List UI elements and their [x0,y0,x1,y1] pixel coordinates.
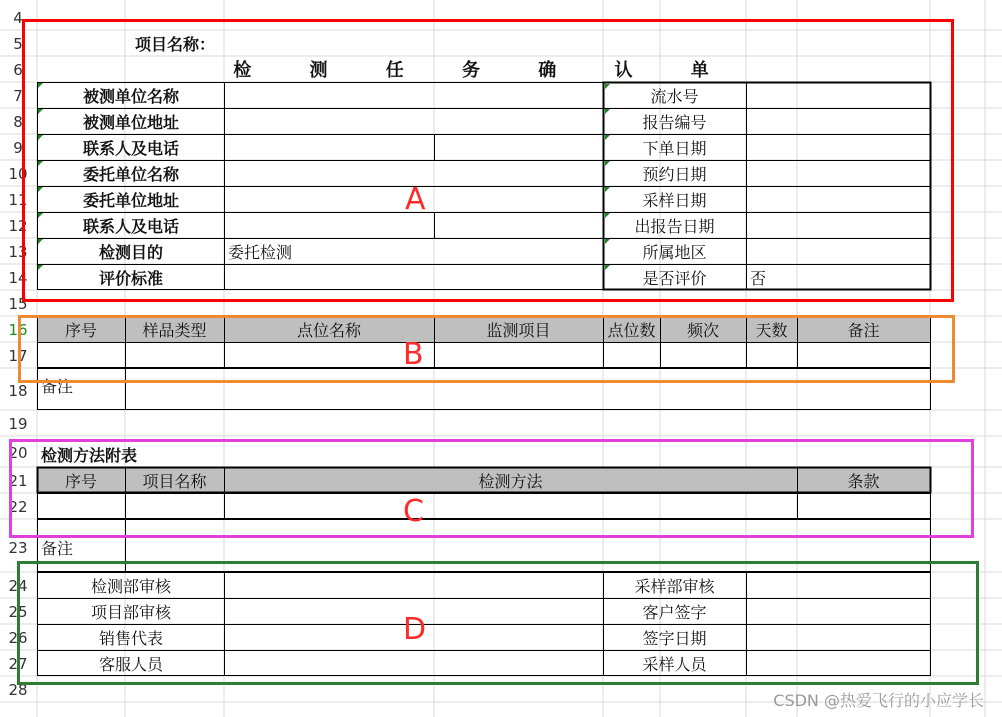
signoff-label: 采样部审核 [634,576,715,596]
cell-marker-icon [38,213,43,218]
annotation-label-a: A [405,182,426,217]
field-label: 检测目的 [98,242,163,262]
purpose-value-cell[interactable]: 委托检测 [228,242,293,262]
cell-marker-icon [38,83,43,88]
row-number[interactable]: 13 [8,243,28,261]
field-label: 是否评价 [642,268,707,288]
row-number[interactable]: 25 [8,603,28,621]
field-label: 下单日期 [642,138,707,158]
watermark: CSDN @热爱飞行的小应学长 [773,691,984,710]
field-label: 评价标准 [98,268,163,288]
signoff-label: 客户签字 [642,602,707,622]
row-number[interactable]: 9 [13,139,23,157]
signoff-label: 签字日期 [642,628,707,648]
remark-label: 备注 [41,538,74,558]
row-number[interactable]: 11 [8,191,28,209]
cell-marker-icon [38,239,43,244]
row-number-selected[interactable]: 16 [8,321,28,339]
column-header: 条款 [847,471,880,491]
method-appendix-title: 检测方法附表 [41,445,138,465]
remark-label: 备注 [41,376,74,396]
row-number[interactable]: 10 [8,165,28,183]
row-number[interactable]: 27 [8,655,28,673]
annotation-label-b: B [403,337,424,372]
cell-marker-icon [38,161,43,166]
field-label: 预约日期 [642,164,707,184]
cell-marker-icon [38,187,43,192]
column-header: 频次 [686,320,719,340]
project-name-label: 项目名称： [134,34,215,54]
field-label: 被测单位名称 [82,86,179,106]
row-number[interactable]: 5 [13,35,23,53]
field-label: 联系人及电话 [82,138,179,158]
signoff-label: 项目部审核 [90,602,171,622]
row-number[interactable]: 8 [13,113,23,131]
cell-marker-icon [38,109,43,114]
row-number[interactable]: 24 [8,577,28,595]
field-label: 所属地区 [642,242,707,262]
cell-marker-icon [38,135,43,140]
row-number[interactable]: 23 [8,539,28,557]
column-header: 项目名称 [142,471,207,491]
annotation-label-d: D [403,612,427,647]
field-label: 流水号 [650,86,699,106]
cell-marker-icon [38,265,43,270]
evaluate-value-cell[interactable]: 否 [750,268,767,288]
row-number[interactable]: 7 [13,87,23,105]
row-number[interactable]: 20 [8,444,28,462]
column-header: 监测项目 [486,320,551,340]
field-label: 委托单位名称 [82,164,179,184]
column-header: 检测方法 [478,471,543,491]
row-number[interactable]: 12 [8,217,28,235]
row-number[interactable]: 28 [8,681,28,699]
column-header: 点位名称 [296,320,361,340]
row-number[interactable]: 14 [8,269,28,287]
row-number[interactable]: 19 [8,415,28,433]
column-header: 序号 [64,471,97,491]
signoff-label: 采样人员 [642,654,707,674]
annotation-label-c: C [403,494,424,529]
column-header: 样品类型 [142,320,207,340]
row-number[interactable]: 6 [13,61,23,79]
field-label: 出报告日期 [634,216,715,236]
signoff-label: 客服人员 [98,654,163,674]
row-number[interactable]: 21 [8,472,28,490]
signoff-label: 检测部审核 [90,576,171,596]
row-number[interactable]: 17 [8,347,28,365]
field-label: 委托单位地址 [82,190,179,210]
column-header: 点位数 [607,320,656,340]
field-label: 报告编号 [642,112,707,132]
signoff-label: 销售代表 [98,628,163,648]
row-number[interactable]: 4 [13,9,23,27]
row-number[interactable]: 18 [8,382,28,400]
column-header: 序号 [64,320,97,340]
row-number[interactable]: 15 [8,295,28,313]
field-label: 联系人及电话 [82,216,179,236]
form-title: 检 测 任 务 确 认 单 [233,60,735,81]
row-number[interactable]: 22 [8,498,28,516]
field-label: 采样日期 [642,190,707,210]
column-header: 备注 [847,320,880,340]
column-header: 天数 [755,320,788,340]
field-label: 被测单位地址 [82,112,179,132]
row-number[interactable]: 26 [8,629,28,647]
